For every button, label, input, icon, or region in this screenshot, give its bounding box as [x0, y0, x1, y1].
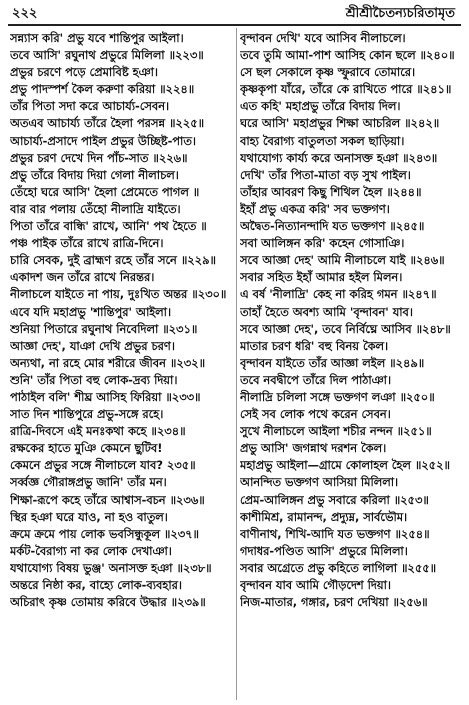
verse-line: বার বার পলায় তেঁহো নীলাদ্রি যাইতে।	[10, 201, 181, 216]
verse-line: রক্ষকের হাতে মুঞি কেমনে ছুটিব!	[10, 441, 163, 456]
verse-line: একাদশ জন তাঁরে রাখে নিরন্তর।	[10, 270, 155, 285]
verse-line: সে ছল সেকালে কৃষ্ণ স্ফুরাবে তোমারে।	[240, 65, 416, 80]
verse-line: নীলাচলে যাইতে না পায়, দুঃখিত অন্তর ॥২৩০॥	[10, 287, 227, 302]
verse-line: এবে যদি মহাপ্রভু 'শান্তিপুর' আইলা।	[10, 304, 172, 319]
verse-line: তাঁর পিতা সদা করে আচার্য্য-সেবন।	[10, 99, 170, 114]
verse-line: সবে আজ্ঞা দেহ', তবে নির্বিঘ্নে আসিব ॥২৪৮॥	[240, 321, 451, 336]
verse-line: সেই সব লোক পথে করেন সেবন।	[240, 407, 391, 422]
verse-line: মহাপ্রভু আইলা—গ্রামে কোলাহল হৈল ॥২৫২॥	[240, 458, 450, 473]
verse-line: স্থির হঞা ঘরে যাও, না হও বাতুল।	[10, 509, 168, 524]
verse-line: সর্ব্বজ্ঞ গৌরাঙ্গপ্রভু জানি' তাঁর মন।	[10, 475, 167, 490]
verse-line: যথাযোগ্য বিষয় ভুঞ্জ' অনাসক্ত হঞা ॥২৩৮॥	[10, 560, 212, 575]
verse-line: তাহাঁ হৈতে অবশ্য আমি 'বৃন্দাবন' যাব।	[240, 304, 413, 319]
verse-line: কেমনে প্রভুর সঙ্গে নীলাচলে যাব? ২৩৫॥	[10, 458, 196, 473]
page-number: ২২২	[12, 6, 38, 21]
verse-line: প্রভু আসি' জগন্নাথ দরশন কৈল।	[240, 441, 387, 456]
verse-line: অন্তরে নিষ্ঠা কর, বাহ্যে লোক-ব্যবহার।	[10, 578, 182, 592]
verse-line: ঘরে আসি' মহাপ্রভুর শিক্ষা আচরিল ॥২৪২॥	[240, 116, 440, 131]
page-header	[8, 2, 461, 22]
verse-line: শিক্ষা-রূপে কহে তাঁরে আশ্বাস-বচন ॥২৩৬॥	[10, 492, 205, 507]
verse-line: সবার সহিত ইহাঁ আমার হইল মিলন।	[240, 270, 403, 285]
verse-line: শুনি' তাঁর পিতা বহু লোক-দ্রব্য দিয়া।	[10, 372, 178, 387]
verse-line: তাঁহার আবরণ কিছু শিথিল হৈল ॥২৪৪॥	[240, 184, 422, 199]
verse-line: অচিরাৎ কৃষ্ণ তোমায় করিবে উদ্ধার ॥২৩৯॥	[10, 595, 206, 610]
header-rule	[8, 24, 461, 26]
verse-line: সুখে নীলাচলে আইলা শচীর নন্দন ॥২৫১॥	[240, 424, 432, 439]
verse-line: সাত দিন শান্তিপুরে প্রভু-সঙ্গে রহে।	[10, 407, 164, 422]
verse-line: সবার অগ্রেতে প্রভু কহিতে লাগিলা ॥২৫৫॥	[240, 560, 437, 575]
verse-line: তেঁহো ঘরে আসি' হৈলা প্রেমেতে পাগল ॥	[10, 184, 200, 199]
verse-line: কৃষ্ণকৃপা যাঁরে, তাঁরে কে রাখিতে পারে ॥২৪১॥	[240, 82, 452, 97]
verse-line: গদাধর-পণ্ডিত আসি' প্রভুরে মিলিলা।	[240, 543, 408, 558]
verse-line: আজ্ঞা দেহ', যাঞা দেখি প্রভুর চরণ।	[10, 338, 175, 353]
verse-line: আনন্দিত ভক্তগণ আসিয়া মিলিলা।	[240, 475, 399, 490]
verse-line: মর্কট-বৈরাগ্য না কর লোক দেখাঞা।	[10, 543, 172, 558]
verse-line: অন্যথা, না রহে মোর শরীরে জীবন ॥২৩২॥	[10, 355, 206, 370]
verse-line: এ বর্ষ 'নীলাদ্রি' কেহ না করিহ গমন ॥২৪৭॥	[240, 287, 437, 302]
right-column	[240, 30, 462, 700]
verse-line: শুনিয়া পিতারে রঘুনাথ নিবেদিলা ॥২৩১॥	[10, 321, 198, 336]
verse-line: অদ্বৈত-নিত্যানন্দাদি যত ভক্তগণ ॥২৪৫॥	[240, 219, 425, 234]
verse-line: বৃন্দাবন যাব আমি গৌড়দেশ দিয়া।	[240, 578, 391, 592]
verse-line: বাণীনাথ, শিখি-আদি যত ভক্তগণ ॥২৫৪॥	[240, 526, 430, 541]
verse-line: প্রভুর চরণ দেখে দিন পাঁচ-সাত ॥২২৬॥	[10, 150, 188, 165]
verse-line: প্রভুর চরণে পড়ে প্রেমাবিষ্ট হঞা।	[10, 65, 159, 80]
verse-line: ইহাঁ প্রভু একত্র করি' সব ভক্তগণ।	[240, 201, 390, 216]
verse-line: যথাযোগ্য কার্য্য করে অনাসক্ত হঞা ॥২৪৩॥	[240, 150, 438, 165]
verse-line: বাহ্য বৈরাগ্য বাতুলতা সকল ছাড়িয়া।	[240, 133, 405, 148]
verse-line: তবে আসি' রঘুনাথ প্রভুরে মিলিলা ॥২২৩॥	[10, 48, 204, 63]
verse-line: নিজ-মাতার, গঙ্গার, চরণ দেখিয়া ॥২৫৬॥	[240, 595, 428, 610]
running-title: শ্রীশ্রীচৈতন্যচরিতামৃত	[345, 6, 455, 21]
verse-line: পিতা তাঁরে বান্ধি' রাখে, আনি' পথ হৈতে ॥	[10, 219, 207, 234]
verse-line: প্রভু তাঁরে বিদায় দিয়া গেলা নীলাচল।	[10, 167, 179, 182]
verse-line: অতএব আচার্য্য তাঁরে হৈলা পরসন্ন ॥২২৫॥	[10, 116, 205, 131]
verse-line: পঞ্চ পাইক তাঁরে রাখে রাত্রি-দিনে।	[10, 236, 164, 251]
left-column	[10, 30, 232, 700]
verse-line: সবে আজ্ঞা দেহ' আমি নীলাচলে যাই ॥২৪৬॥	[240, 253, 445, 268]
verse-line: সবা আলিঙ্গন করি' কহেন গোসাঞি।	[240, 236, 405, 251]
verse-line: নীলাদ্রি চলিলা সঙ্গে ভক্তগণ লঞা ॥২৫০॥	[240, 389, 435, 404]
verse-line: তবে তুমি আমা-পাশ আসিহ কোন ছলে ॥২৪০॥	[240, 48, 455, 63]
verse-line: প্রভু পাদস্পর্শ কৈল করুণা করিয়া ॥২২৪॥	[10, 82, 195, 97]
verse-line: সন্ন্যাস করি' প্রভু যবে শান্তিপুর আইলা।	[10, 31, 184, 45]
verse-line: চারি সেবক, দুই ব্রাহ্মণ রহে তাঁর সনে ॥২২৯॥	[10, 253, 216, 268]
verse-line: আচার্য্য-প্রসাদে পাইল প্রভুর উচ্ছিষ্ট-পাত।	[10, 133, 196, 148]
column-divider	[236, 28, 237, 700]
verse-line: তবে নবদ্বীপে তাঁরে দিল পাঠাঞা।	[240, 372, 392, 387]
verse-line: দেখি' তাঁর পিতা-মাতা বড় সুখ পাইল।	[240, 167, 411, 182]
verse-line: এত কহি' মহাপ্রভু তাঁরে বিদায় দিল।	[240, 99, 401, 114]
verse-line: মাতার চরণ ধরি' বহু বিনয় কৈল।	[240, 338, 389, 353]
verse-line: প্রেম-আলিঙ্গন প্রভু সবারে করিলা ॥২৫৩॥	[240, 492, 429, 507]
verse-line: বৃন্দাবন যাইতে তাঁর আজ্ঞা লইল ॥২৪৯॥	[240, 355, 425, 370]
verse-line: রাত্রি-দিবসে এই মনঃকথা কহে ॥২৩৪॥	[10, 424, 186, 439]
verse-line: কাশীমিশ্র, রামানন্দ, প্রদ্যুম্ন, সার্বভৌম।	[240, 509, 408, 524]
verse-line: পাঠাইল বলি' শীঘ্র আসিহ ফিরিয়া ॥২৩৩॥	[10, 389, 201, 404]
verse-line: বৃন্দাবন দেখি' যবে আসিব নীলাচলে।	[240, 31, 406, 45]
verse-line: ক্রমে ক্রমে পায় লোক ভবসিন্ধুকূল ॥২৩৭॥	[10, 526, 199, 541]
